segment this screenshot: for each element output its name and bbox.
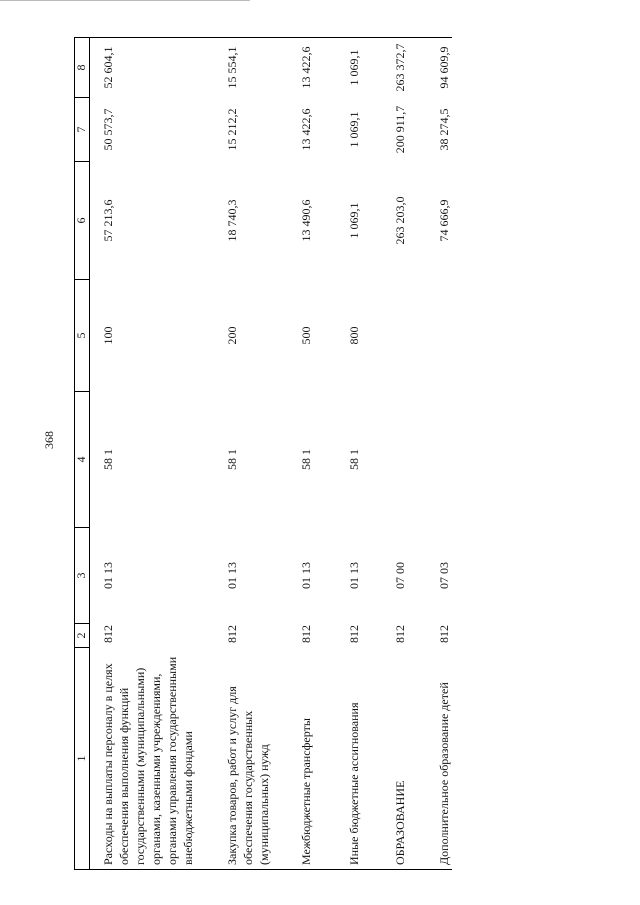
cell-value: 13 490,6 [299, 199, 313, 242]
cell-value: 57 213,6 [101, 199, 115, 242]
cell-value: 812 [101, 625, 115, 643]
row-label: Закупка товаров, работ и услуг для обеспечения государственных (муниципальных) нужд [214, 648, 286, 870]
row-label: Расходы на выплаты персоналу в целях обеспечения выполнения функций государственными (муниципальными) органами, казенными учреждениями, органами управления государственными внебюджетными фондами [90, 648, 215, 870]
cell-value: 500 [299, 326, 313, 345]
table-row [336, 38, 380, 870]
cell-value: 58 1 [225, 449, 239, 470]
cell-value: 1 069,1 [336, 38, 380, 98]
cell-value: 13 422,6 [299, 108, 313, 151]
cell-value [424, 280, 452, 392]
cell-value: 812 [225, 625, 239, 643]
cell-value: 200 911,7 [393, 105, 407, 154]
cell-value: 15 212,2 [225, 108, 239, 151]
row-label: ОБРАЗОВАНИЕ [380, 648, 424, 870]
cell-value: 94 609,9 [424, 38, 452, 98]
cell-value [380, 392, 424, 528]
column-header: 3 [75, 528, 90, 624]
cell-value: 800 [347, 326, 361, 345]
cell-value: 07 00 [393, 562, 407, 589]
page-number: 368 [42, 431, 56, 449]
table-header-row [75, 38, 90, 870]
column-header: 2 [75, 624, 90, 648]
column-header: 1 [75, 648, 90, 870]
table-row [424, 38, 452, 870]
cell-value: 38 274,5 [437, 108, 451, 151]
cell-value: 07 03 [437, 562, 451, 589]
column-header: 6 [75, 162, 90, 280]
cell-value: 263 372,7 [380, 38, 424, 98]
budget-table [74, 37, 452, 870]
cell-value: 52 604,1 [90, 38, 215, 98]
cell-value: 18 740,3 [225, 199, 239, 242]
row-label: Дополнительное образование детей [424, 648, 452, 870]
table-row [214, 38, 286, 870]
table-row [90, 38, 215, 870]
row-label: Иные бюджетные ассигнования [336, 648, 380, 870]
cell-value: 263 203,0 [393, 196, 407, 245]
cell-value: 1 069,1 [347, 111, 361, 148]
cell-value: 74 666,9 [437, 199, 451, 242]
table-row [380, 38, 424, 870]
cell-value: 13 422,6 [286, 38, 336, 98]
column-header: 8 [75, 38, 90, 98]
cell-value: 812 [437, 625, 451, 643]
cell-value [380, 280, 424, 392]
column-header: 7 [75, 98, 90, 162]
cell-value: 812 [299, 625, 313, 643]
column-header: 4 [75, 392, 90, 528]
cell-value: 200 [225, 326, 239, 345]
scan-edge-line [0, 0, 250, 1]
cell-value: 812 [347, 625, 361, 643]
cell-value: 01 13 [347, 562, 361, 589]
cell-value: 1 069,1 [347, 202, 361, 239]
cell-value: 58 1 [101, 449, 115, 470]
cell-value: 50 573,7 [101, 108, 115, 151]
cell-value: 15 554,1 [214, 38, 286, 98]
cell-value: 58 1 [299, 449, 313, 470]
table-row [286, 38, 336, 870]
cell-value: 812 [393, 625, 407, 643]
cell-value: 01 13 [101, 562, 115, 589]
cell-value: 01 13 [225, 562, 239, 589]
column-header: 5 [75, 280, 90, 392]
table-body [90, 38, 453, 870]
rotated-page-content [74, 38, 634, 870]
cell-value [424, 392, 452, 528]
cell-value: 100 [101, 326, 115, 345]
cell-value: 58 1 [347, 449, 361, 470]
row-label: Межбюджетные трансферты [286, 648, 336, 870]
cell-value: 01 13 [299, 562, 313, 589]
